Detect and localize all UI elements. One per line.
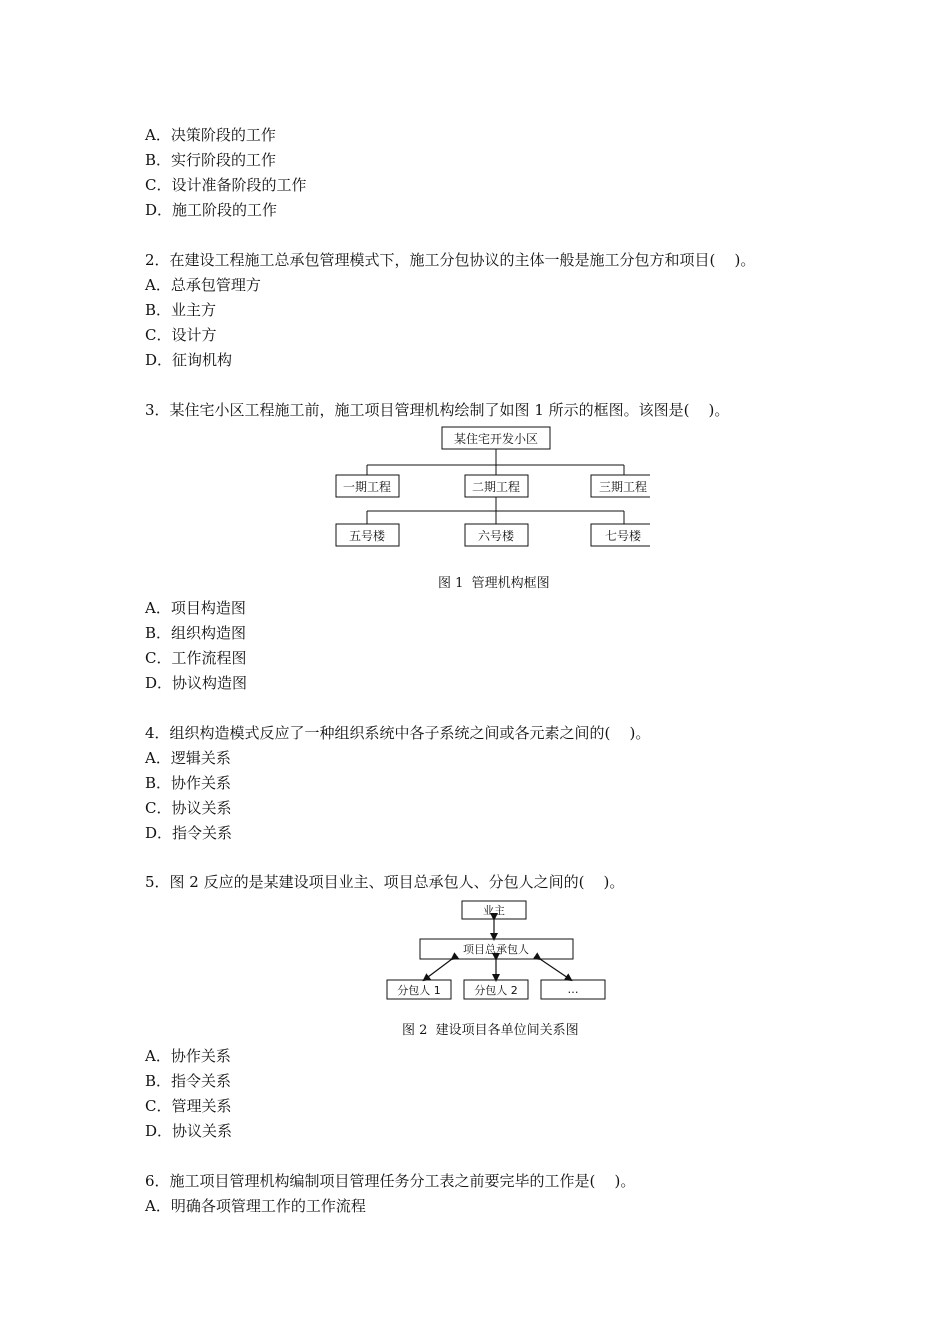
fig1-root-label: 某住宅开发小区 [453,432,539,446]
fig2-subcontractor1-label: 分包人 1 [397,984,441,997]
q3-option-c: C．工作流程图 [145,649,247,667]
q3-option-b: B．组织构造图 [145,624,247,642]
q1-option-a: A．决策阶段的工作 [145,126,276,144]
q6-stem: 6．施工项目管理机构编制项目管理任务分工表之前要完毕的工作是( )。 [145,1172,636,1190]
figure2-caption: 图 2 建设项目各单位间关系图 [402,1023,579,1038]
q2-option-c: C．设计方 [145,326,217,344]
q4-option-c: C．协议关系 [145,799,232,817]
q4-option-a: A．逻辑关系 [145,749,231,767]
q3-option-d: D．协议构造图 [145,674,248,692]
q2-option-a: A．总承包管理方 [145,276,261,294]
q6-option-a: A．明确各项管理工作的工作流程 [145,1197,366,1215]
fig2-subcontractor2-label: 分包人 2 [474,984,518,997]
q4-option-b: B．协作关系 [145,774,232,792]
q1-option-b: B．实行阶段的工作 [145,151,277,169]
q2-option-d: D．征询机构 [145,351,233,369]
q3-option-a: A．项目构造图 [145,599,246,617]
figure2-relationship-diagram [380,895,612,1005]
q1-option-c: C．设计准备阶段的工作 [145,176,307,194]
fig2-owner-label: 业主 [483,904,505,917]
fig1-building6-label: 六号楼 [477,529,515,543]
fig2-general-contractor-label: 项目总承包人 [463,943,529,956]
q5-option-b: B．指令关系 [145,1072,232,1090]
fig1-building5-label: 五号楼 [348,529,386,543]
q5-option-d: D．协议关系 [145,1122,233,1140]
q5-option-c: C．管理关系 [145,1097,232,1115]
q4-stem: 4．组织构造模式反应了一种组织系统中各子系统之间或各元素之间的( )。 [145,724,651,742]
fig1-building7-label: 七号楼 [604,529,642,543]
fig1-phase2-label: 二期工程 [471,480,521,494]
fig2-ellipsis-label: … [567,983,579,996]
q2-stem: 2．在建设工程施工总承包管理模式下，施工分包协议的主体一般是施工分包方和项目( )。 [145,251,756,269]
figure1-caption: 图 1 管理机构框图 [438,576,550,591]
q2-option-b: B．业主方 [145,301,217,319]
q5-stem: 5．图 2 反应的是某建设项目业主、项目总承包人、分包人之间的( )。 [145,873,625,891]
q5-option-a: A．协作关系 [145,1047,231,1065]
q1-option-d: D．施工阶段的工作 [145,201,278,219]
fig1-phase3-label: 三期工程 [598,480,648,494]
q4-option-d: D．指令关系 [145,824,233,842]
fig1-phase1-label: 一期工程 [342,480,392,494]
figure1-org-chart [320,422,650,552]
q3-stem: 3．某住宅小区工程施工前，施工项目管理机构绘制了如图 1 所示的框图。该图是( )。 [145,401,730,419]
